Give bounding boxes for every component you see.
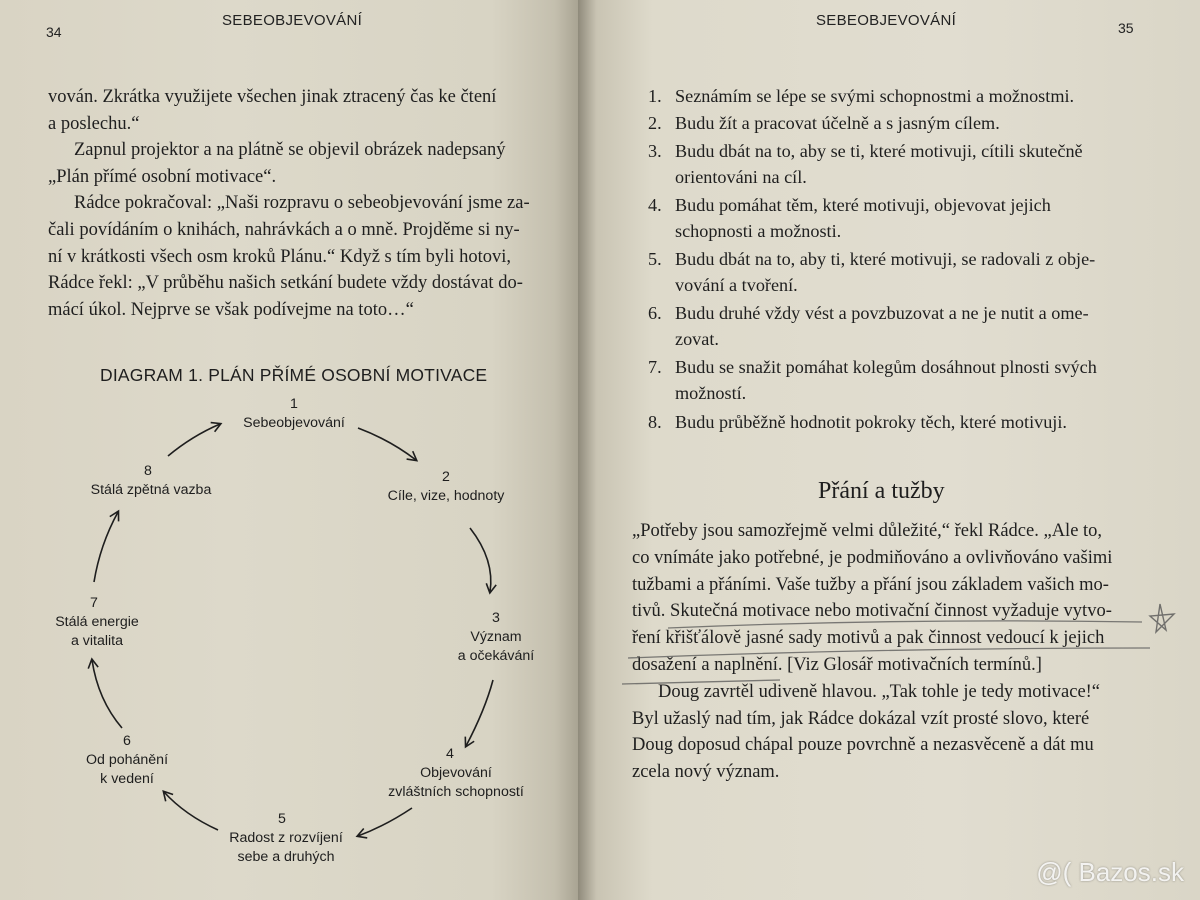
text-line: tivů. Skutečná motivace nebo motivační činnost vyžaduje vytvo-	[632, 601, 1112, 622]
left-page-number: 34	[46, 24, 62, 40]
step-number: 3	[492, 610, 500, 626]
text-line: Rádce pokračoval: „Naši rozpravu o sebeobjevování jsme za-	[74, 193, 530, 214]
list-item-number: 7.	[648, 357, 662, 377]
step-number: 4	[446, 746, 454, 762]
text-line: Byl užaslý nad tím, jak Rádce dokázal vzít prosté slovo, které	[632, 708, 1090, 729]
watermark: @( Bazos.sk	[1036, 857, 1184, 887]
pencil-underline	[622, 680, 780, 684]
list-item-number: 5.	[648, 249, 662, 269]
list-item-text: Budu průběžně hodnotit pokroky těch, které motivuji.	[675, 412, 1067, 432]
list-item-text: Budu se snažit pomáhat kolegům dosáhnout plnosti svých	[675, 357, 1097, 377]
text-line: „Potřeby jsou samozřejmě velmi důležité,“ řekl Rádce. „Ale to,	[632, 521, 1103, 541]
list-item-text: možností.	[675, 383, 747, 403]
step-label: Stálá zpětná vazba	[90, 482, 212, 498]
list-item-text: Seznámím se lépe se svými schopnostmi a možnostmi.	[675, 86, 1075, 106]
text-line: Doug zavrtěl udiveně hlavou. „Tak tohle je tedy motivace!“	[658, 681, 1101, 702]
section-heading: Přání a tužby	[818, 478, 945, 504]
list-item-text: Budu dbát na to, aby se ti, které motivuji, cítili skutečně	[675, 141, 1083, 161]
step-label: a očekávání	[457, 648, 535, 664]
step-number: 5	[278, 811, 286, 827]
list-item-number: 3.	[648, 141, 662, 161]
text-line: „Plán přímé osobní motivace“.	[48, 166, 277, 187]
step-number: 6	[123, 733, 131, 749]
right-page-number: 35	[1118, 20, 1134, 36]
step-label: Význam	[470, 629, 522, 645]
step-label: Od pohánění	[85, 752, 169, 768]
pencil-underline	[628, 648, 1150, 658]
text-line: a poslechu.“	[48, 113, 140, 134]
star-annotation-icon	[1150, 604, 1174, 632]
left-running-head: SEBEOBJEVOVÁNÍ	[222, 12, 363, 29]
text-line: tužbami a přáními. Vaše tužby a přání jsou základem vašich mo-	[632, 574, 1109, 595]
text-line: ření křišťálově jasné sady motivů a pak činnost vedoucí k jejich	[632, 628, 1105, 649]
diagram-title: DIAGRAM 1. PLÁN PŘÍMÉ OSOBNÍ MOTIVACE	[100, 365, 488, 385]
step-label: Stálá energie	[55, 614, 139, 630]
step-number: 2	[442, 469, 450, 485]
list-item-text: zovat.	[675, 329, 719, 349]
list-item-text: Budu žít a pracovat účelně a s jasným cílem.	[675, 113, 1000, 133]
step-label: sebe a druhých	[237, 849, 335, 865]
list-item-number: 4.	[648, 195, 662, 215]
text-line: čali povídáním o knihách, nahrávkách a o mně. Projděme si ny-	[48, 219, 520, 240]
step-label: zvláštních schopností	[388, 784, 524, 800]
step-label: Radost z rozvíjení	[229, 830, 343, 846]
list-item-text: schopnosti a možnosti.	[675, 221, 842, 241]
step-label: Cíle, vize, hodnoty	[387, 488, 505, 504]
text-line: vován. Zkrátka využijete všechen jinak ztracený čas ke čtení	[48, 87, 497, 107]
text-line: Zapnul projektor a na plátně se objevil obrázek nadepsaný	[74, 140, 506, 161]
step-label: Sebeobjevování	[243, 415, 345, 431]
list-item-text: Budu dbát na to, aby ti, které motivuji, se radovali z obje-	[675, 249, 1096, 269]
step-label: Objevování	[420, 765, 492, 781]
list-item-text: orientováni na cíl.	[675, 167, 807, 187]
list-item-text: Budu druhé vždy vést a povzbuzovat a ne je nutit a ome-	[675, 303, 1089, 323]
text-line: Doug doposud chápal pouze povrchně a nezasvěceně a dát mu	[632, 735, 1094, 756]
list-item-number: 1.	[648, 86, 662, 106]
right-running-head: SEBEOBJEVOVÁNÍ	[816, 12, 957, 29]
step-number: 1	[290, 396, 298, 412]
list-item-number: 6.	[648, 303, 662, 323]
text-line: mácí úkol. Nejprve se však podívejme na toto…“	[48, 299, 414, 320]
text-line: co vnímáte jako potřebné, je podmiňováno a ovlivňováno vašimi	[632, 547, 1113, 568]
list-item-text: vování a tvoření.	[675, 275, 798, 295]
text-line: dosažení a naplnění. [Viz Glosář motivačních termínů.]	[632, 654, 1042, 675]
text-line: Rádce řekl: „V průběhu našich setkání budete vždy dostávat do-	[48, 273, 523, 294]
list-item-number: 2.	[648, 113, 662, 133]
list-item-text: Budu pomáhat těm, které motivuji, objevovat jejich	[675, 195, 1051, 215]
step-label: a vitalita	[70, 633, 124, 649]
list-item-number: 8.	[648, 412, 662, 432]
text-line: zcela nový význam.	[632, 762, 780, 783]
step-number: 8	[144, 463, 152, 479]
step-number: 7	[90, 595, 98, 611]
text-line: ní v krátkosti všech osm kroků Plánu.“ Když s tím byli hotovi,	[48, 246, 511, 267]
step-label: k vedení	[100, 771, 154, 787]
pencil-underline	[668, 621, 1142, 628]
